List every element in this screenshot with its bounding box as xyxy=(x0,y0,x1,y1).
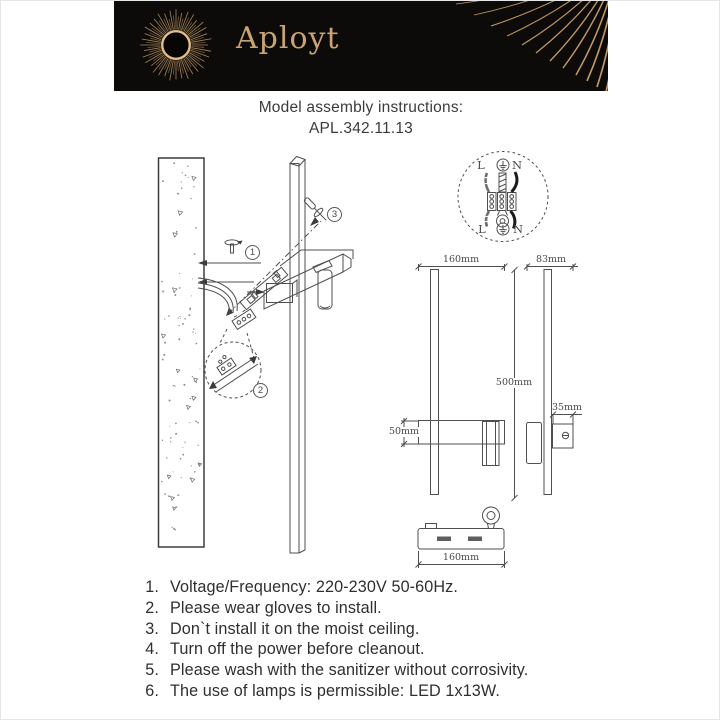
dim-height: 500mm xyxy=(492,378,536,388)
sunburst-logo-icon xyxy=(134,3,218,87)
mounting-arrows xyxy=(198,260,265,295)
lamp-pole xyxy=(290,157,305,554)
callout-1: 1 xyxy=(245,245,260,260)
driver-box xyxy=(267,280,298,303)
corner-rays-decoration xyxy=(430,1,608,91)
wall-section xyxy=(159,158,205,547)
item-text: Please wash with the sanitizer without corrosivity. xyxy=(170,661,529,680)
wiring-label-top-l: L xyxy=(477,158,485,172)
item-number: 1. xyxy=(145,578,159,596)
spot-cylinder xyxy=(313,261,332,310)
item-number: 4. xyxy=(145,640,159,659)
alignment-line xyxy=(228,221,321,314)
cord-grip xyxy=(497,211,509,227)
brand-header-band xyxy=(114,1,608,91)
supply-wires xyxy=(198,278,237,314)
item-text: Turn off the power before cleanout. xyxy=(170,640,425,659)
list-item xyxy=(1,639,720,660)
list-item xyxy=(1,577,720,598)
wiring-label-bottom-n: N xyxy=(512,222,524,236)
item-number: 6. xyxy=(145,681,159,700)
callout-3: 3 xyxy=(327,207,342,222)
item-text: Please wear gloves to install. xyxy=(170,598,382,617)
list-item xyxy=(1,598,720,619)
screwdriver-icon xyxy=(301,195,330,224)
callout-2: 2 xyxy=(253,383,268,398)
terminal-block xyxy=(488,193,517,211)
dim-front-width: 160mm xyxy=(442,254,480,265)
wiring-label-top-n: N xyxy=(511,158,523,172)
dim-bracket-height: 50mm xyxy=(382,427,426,437)
neutral-wire xyxy=(511,172,517,229)
detail-leader xyxy=(219,329,227,345)
arrowhead xyxy=(226,307,233,316)
instruction-list xyxy=(1,577,720,702)
list-item xyxy=(1,619,720,640)
item-text: Voltage/Frequency: 220-230V 50-60Hz. xyxy=(170,578,458,596)
earth-wire xyxy=(499,173,506,192)
page-title: Model assembly instructions: xyxy=(258,99,464,116)
live-wire xyxy=(484,173,491,227)
earth-symbol xyxy=(497,159,509,171)
item-text: Don`t install it on the moist ceiling. xyxy=(170,619,420,638)
wiring-diagram xyxy=(458,152,548,242)
screw-rotation-icon xyxy=(225,240,243,253)
list-item xyxy=(1,660,720,681)
brand-name: Aployt xyxy=(236,21,340,56)
mounting-plate xyxy=(240,267,288,309)
item-text: The use of lamps is permissible: LED 1x13W. xyxy=(170,681,500,700)
wall-texture xyxy=(161,162,202,530)
item-number: 3. xyxy=(145,619,159,638)
backplate-slab xyxy=(264,250,353,309)
item-number: 2. xyxy=(145,598,159,617)
detail-leader xyxy=(247,333,254,358)
wiring-label-bottom-l: L xyxy=(478,222,486,236)
dim-bottom-width: 160mm xyxy=(442,552,480,563)
earth-symbol xyxy=(497,223,509,235)
list-item xyxy=(1,681,720,702)
dim-side-depth: 83mm xyxy=(535,254,567,265)
wire-connector xyxy=(231,307,256,329)
assembly-view xyxy=(159,157,354,554)
dim-bracket-depth: 35mm xyxy=(551,402,583,413)
arrowhead xyxy=(310,217,319,226)
model-number: APL.342.11.13 xyxy=(308,120,413,137)
item-number: 5. xyxy=(145,661,159,680)
screw xyxy=(251,291,259,299)
screw xyxy=(273,270,281,278)
